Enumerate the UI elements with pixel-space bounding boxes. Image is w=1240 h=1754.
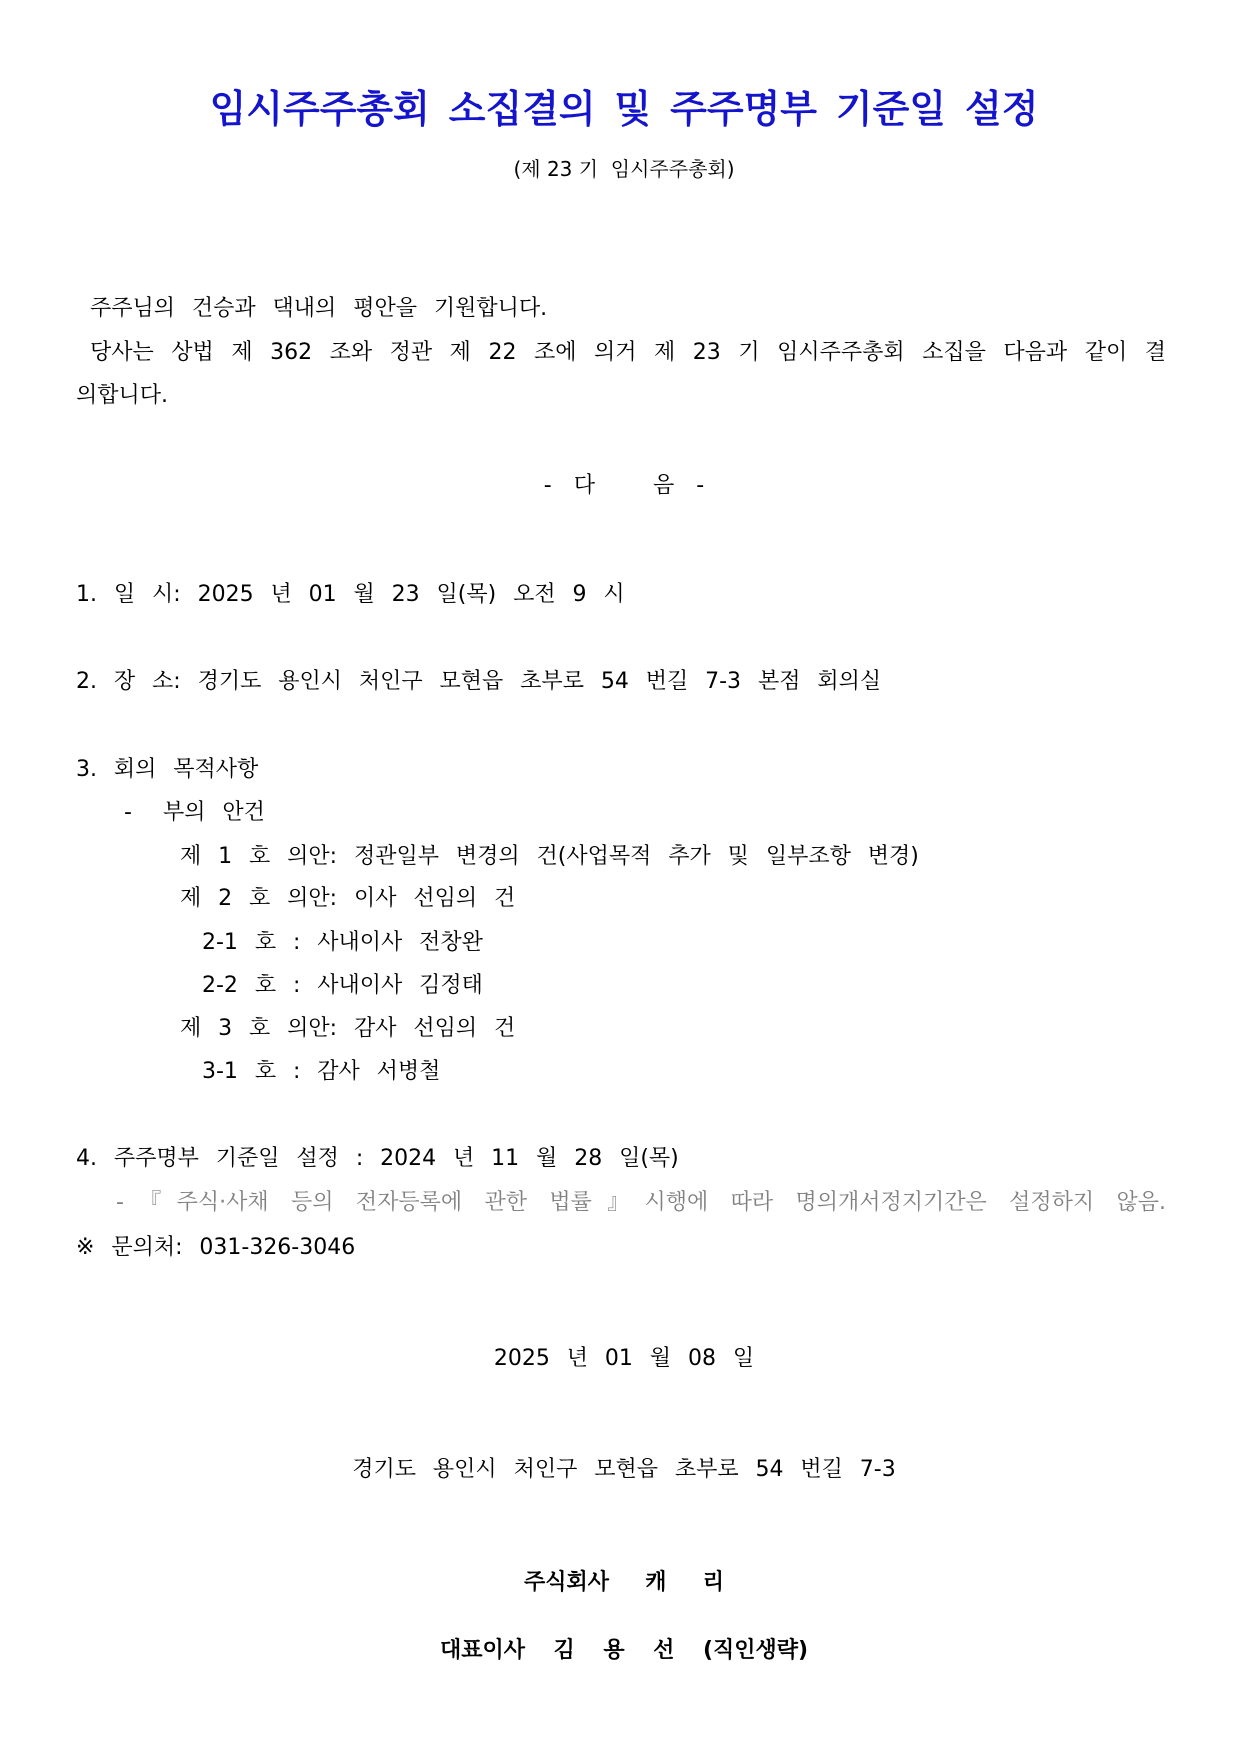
document-subtitle: (제 23 기 임시주주총회) (513, 157, 735, 181)
meeting-venue: 2. 장 소: 경기도 용인시 처인구 모현읍 초부로 54 번길 7-3 본점 회의실 (76, 669, 882, 694)
notice-heading-char-1: 다 (573, 473, 595, 498)
record-date: 4. 주주명부 기준일 설정 : 2024 년 11 월 28 일(목) (76, 1146, 679, 1171)
document-title: 임시주주총회 소집결의 및 주주명부 기준일 설정 (209, 87, 1039, 131)
contact-info: ※ 문의처: 031-326-3046 (76, 1235, 356, 1260)
intro-resolution-line-end: 의합니다. (76, 383, 169, 408)
representative-name: 대표이사 김 용 선 (직인생략) (439, 1638, 809, 1663)
agenda-heading: 3. 회의 목적사항 (76, 757, 259, 782)
agenda-sub-label: 부의 안건 (163, 800, 265, 825)
agenda-item-2: 제 2 호 의안: 이사 선임의 건 (180, 886, 516, 911)
intro-resolution-line: 당사는 상법 제 362 조와 정관 제 22 조에 의거 제 23 기 임시주주총회 소집을 다음과 같이 결 (90, 340, 1166, 365)
meeting-datetime: 1. 일 시: 2025 년 01 월 23 일(목) 오전 9 시 (76, 582, 625, 607)
agenda-item-2-1: 2-1 호 : 사내이사 전창완 (202, 930, 483, 955)
notice-heading-char-2: 음 (653, 473, 675, 498)
agenda-sub-bullet: - (124, 800, 132, 825)
issue-date: 2025 년 01 월 08 일 (493, 1346, 755, 1371)
company-name: 주식회사 캐 리 (523, 1570, 725, 1595)
agenda-item-3-1: 3-1 호 : 감사 서병철 (202, 1059, 441, 1084)
intro-greeting: 주주님의 건승과 댁내의 평안을 기원합니다. (90, 296, 548, 321)
notice-heading-dash-left: - (543, 473, 552, 498)
agenda-item-1: 제 1 호 의안: 정관일부 변경의 건(사업목적 추가 및 일부조항 변경) (180, 844, 919, 869)
agenda-item-3: 제 3 호 의안: 감사 선임의 건 (180, 1016, 516, 1041)
notice-heading (8, 471, 1240, 501)
company-address: 경기도 용인시 처인구 모현읍 초부로 54 번길 7-3 (352, 1457, 896, 1482)
record-date-note: -『주식·사채 등의 전자등록에 관한 법률』시행에 따라 명의개서정지기간은 설정하지 않음. (116, 1190, 1166, 1215)
agenda-item-2-2: 2-2 호 : 사내이사 김정태 (202, 973, 483, 998)
notice-heading-dash-right: - (696, 473, 705, 498)
